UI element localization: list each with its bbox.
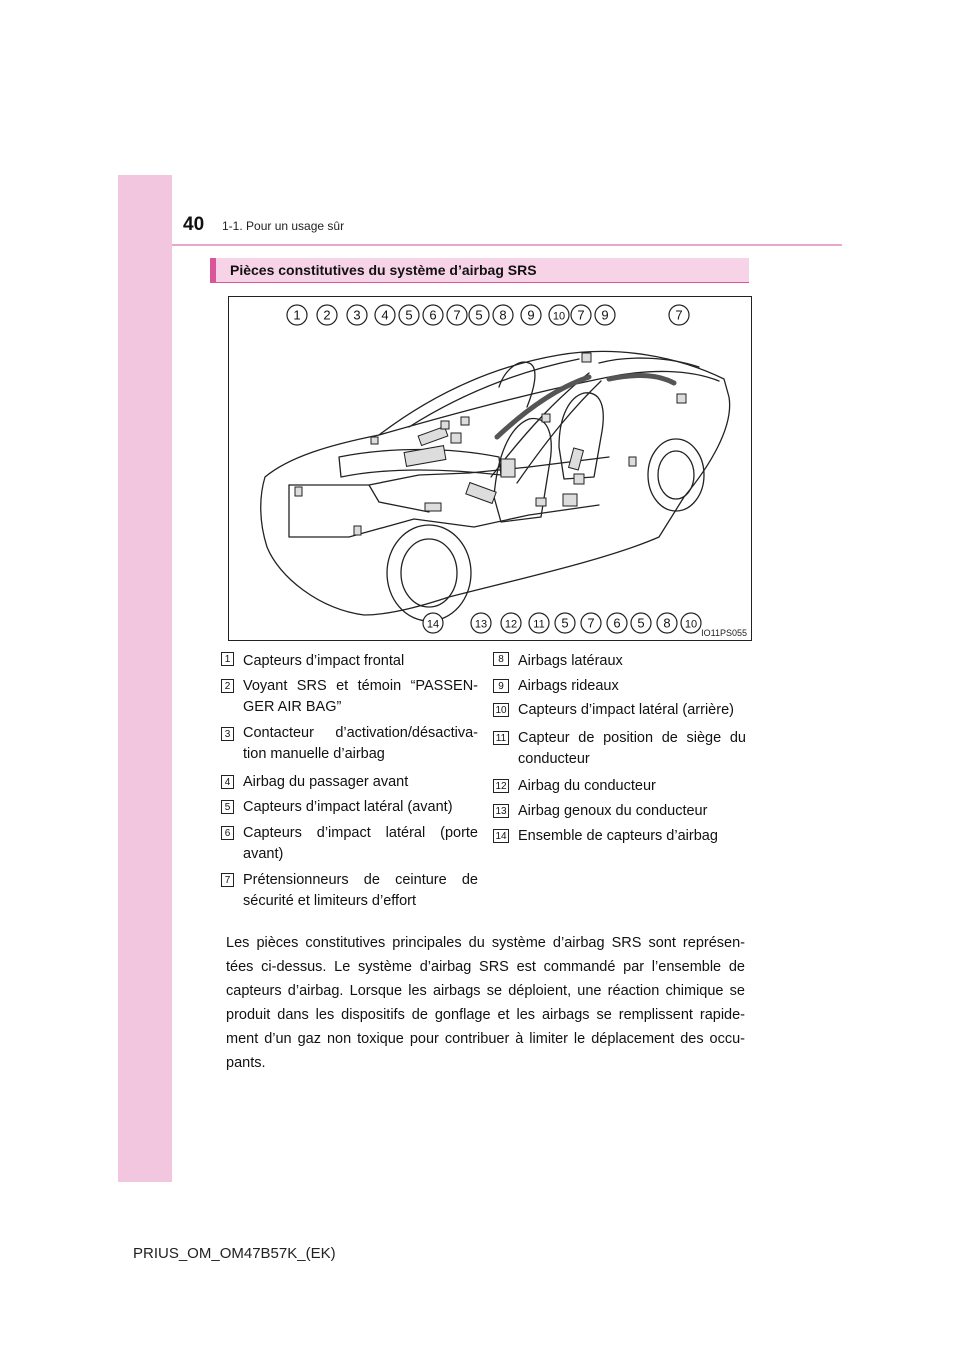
body-paragraph: Les pièces constitutives principales du système d’airbag SRS sont représen-tées ci-dessus. Le système d’airbag SRS est commandé par l’ensemble de capteurs d’airbag. Lorsque les airbags se déploient, une réaction chimique se produit dans les dispositifs de gonflage et les airbags se remplissent rapide-ment d’un gaz non toxique pour contribuer à limiter le déplacement des occu-pants.: [226, 935, 745, 1071]
callout-top-2: [317, 305, 337, 325]
svg-text:11: 11: [533, 618, 545, 631]
callout-bottom-6: [581, 613, 601, 633]
svg-text:5: 5: [561, 615, 569, 631]
legend-number-2: 2: [221, 679, 234, 693]
section-title: 1-1. Pour un usage sûr: [222, 219, 345, 233]
legend-text-2: Voyant SRS et témoin “PASSEN-GER AIR BAG”: [243, 678, 478, 715]
svg-text:10: 10: [552, 310, 566, 323]
callout-bottom-8: [631, 613, 651, 633]
callout-top-1: [287, 305, 307, 325]
chapter-side-tab: [118, 175, 172, 1182]
figure-code: IO11PS055: [701, 628, 747, 638]
page-title: Pièces constitutives du système d’airbag SRS: [230, 262, 537, 278]
legend-number-5: 5: [221, 800, 234, 814]
svg-text:5: 5: [405, 307, 413, 323]
legend-text-6: Capteurs d’impact latéral (porte avant): [243, 825, 478, 862]
legend-number-6: 6: [221, 826, 234, 840]
callout-top-5: [399, 305, 419, 325]
callout-bottom-5: [555, 613, 575, 633]
callout-bottom-1: [423, 613, 443, 633]
svg-text:3: 3: [353, 307, 361, 323]
legend-number-4: 4: [221, 775, 234, 789]
legend-text-8: Airbags latéraux: [518, 653, 623, 669]
legend-number-14: 14: [493, 829, 509, 843]
legend-number-11: 11: [493, 731, 509, 745]
svg-text:6: 6: [613, 615, 621, 631]
callout-top-12: [571, 305, 591, 325]
svg-text:9: 9: [601, 307, 609, 323]
svg-text:5: 5: [475, 307, 483, 323]
callout-top-7: [447, 305, 467, 325]
legend-number-13: 13: [493, 804, 509, 818]
callout-bottom-7: [607, 613, 627, 633]
legend-text-1: Capteurs d’impact frontal: [243, 653, 405, 669]
svg-text:10: 10: [684, 618, 698, 631]
page-number: 40: [183, 214, 205, 235]
legend-text-4: Airbag du passager avant: [243, 774, 409, 790]
legend-text-5: Capteurs d’impact latéral (avant): [243, 799, 453, 815]
svg-text:8: 8: [663, 615, 671, 631]
svg-text:5: 5: [637, 615, 645, 631]
callout-top-3: [347, 305, 367, 325]
airbag-diagram: [228, 296, 752, 641]
legend-text-10: Capteurs d’impact latéral (arrière): [518, 702, 734, 718]
svg-text:9: 9: [527, 307, 535, 323]
legend-text-14: Ensemble de capteurs d’airbag: [518, 828, 718, 844]
svg-text:7: 7: [453, 307, 461, 323]
callout-bottom-4: [529, 613, 549, 633]
legend-text-9: Airbags rideaux: [518, 678, 619, 694]
legend-number-1: 1: [221, 652, 234, 666]
callout-top-9: [493, 305, 513, 325]
callout-bottom-2: [471, 613, 491, 633]
legend-number-9: 9: [493, 679, 509, 693]
callout-bottom-10: [681, 613, 701, 633]
legend-number-7: 7: [221, 873, 234, 887]
svg-text:13: 13: [474, 618, 488, 631]
legend-text-13: Airbag genoux du conducteur: [518, 803, 708, 819]
callout-bottom-3: [501, 613, 521, 633]
legend-number-3: 3: [221, 727, 234, 741]
legend-text-11: Capteur de position de siège du conducteur: [518, 730, 746, 767]
callout-top-14: [669, 305, 689, 325]
svg-text:12: 12: [504, 618, 518, 631]
header-rule: [172, 244, 842, 246]
svg-text:7: 7: [675, 307, 683, 323]
svg-text:8: 8: [499, 307, 507, 323]
car-illustration: [229, 297, 751, 640]
legend-number-12: 12: [493, 779, 509, 793]
callout-top-6: [423, 305, 443, 325]
footer-doc-code: PRIUS_OM_OM47B57K_(EK): [133, 1245, 336, 1262]
svg-text:7: 7: [577, 307, 585, 323]
svg-text:1: 1: [293, 307, 301, 323]
callout-bottom-9: [657, 613, 677, 633]
svg-text:7: 7: [587, 615, 595, 631]
title-bar: [210, 258, 749, 282]
legend-text-12: Airbag du conducteur: [518, 778, 656, 794]
svg-text:6: 6: [429, 307, 437, 323]
callout-top-11: [549, 305, 569, 325]
svg-text:2: 2: [323, 307, 331, 323]
callout-top-8: [469, 305, 489, 325]
callout-top-4: [375, 305, 395, 325]
title-rule: [210, 282, 749, 283]
legend-text-3: Contacteur d’activation/désactiva-tion manuelle d’airbag: [243, 725, 478, 762]
legend-text-7: Prétensionneurs de ceinture de sécurité et limiteurs d’effort: [243, 872, 478, 909]
svg-text:4: 4: [381, 307, 389, 323]
legend-number-10: 10: [493, 703, 509, 717]
legend-number-8: 8: [493, 652, 509, 666]
callout-top-10: [521, 305, 541, 325]
callout-top-13: [595, 305, 615, 325]
svg-text:14: 14: [426, 618, 440, 631]
